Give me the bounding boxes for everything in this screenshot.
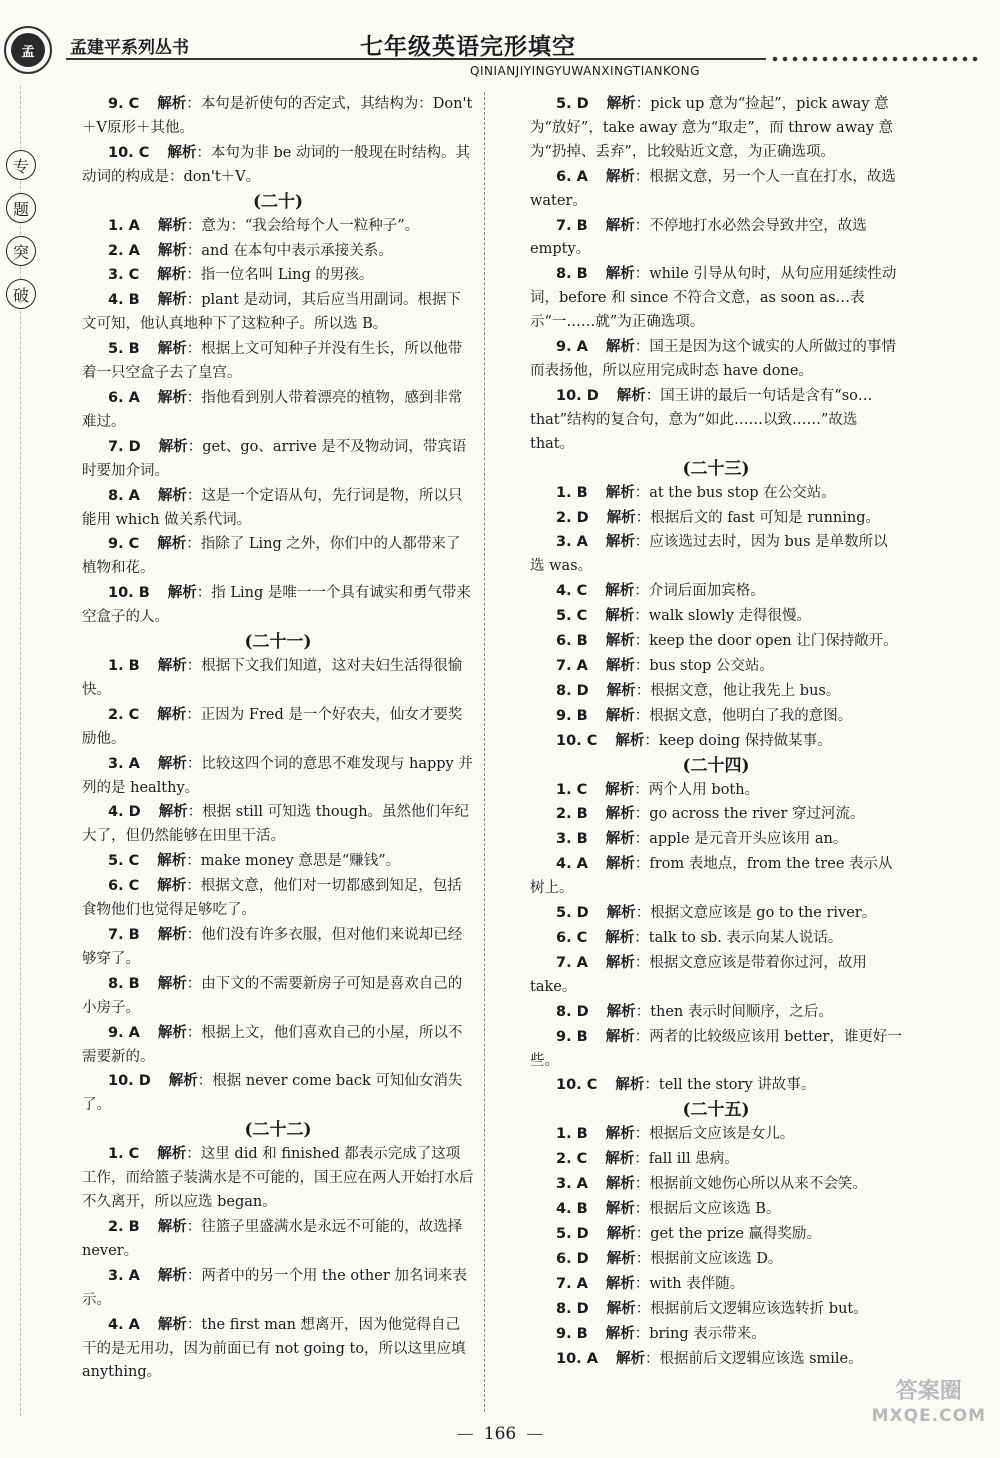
analysis-text: 根据下文我们知道，这对夫妇生活得很愉快。 xyxy=(82,658,463,698)
analysis-label: 解析 xyxy=(606,1224,636,1242)
analysis-text: 根据文意，他们对一切都感到知足，包括食物他们也觉得足够吃了。 xyxy=(82,878,462,919)
answer-number: 8. A xyxy=(108,487,140,504)
answer-entry: 3. A 解析：两者中的另一个用 the other 加名词来表示。 xyxy=(82,1266,467,1308)
page-header xyxy=(0,0,1000,92)
answer-number: 4. B xyxy=(108,292,140,309)
analysis-label: 解析 xyxy=(605,830,635,848)
answer-entry: 6. C 解析：根据文意，他们对一切都感到知足，包括食物他们也觉得足够吃了。 xyxy=(82,877,462,919)
analysis-text: 指他看到别人带着漂亮的植物，感到非常难过。 xyxy=(82,389,463,430)
analysis-text: 根据 never come back 可知仙女消失了。 xyxy=(82,1073,463,1114)
answer-entry: 9. C 解析：本句是祈使句的否定式，其结构为：Don't＋V原形＋其他。 xyxy=(82,95,473,136)
side-tab: 破 xyxy=(6,279,36,309)
analysis-text: keep the door open 让门保持敞开。 xyxy=(649,633,898,650)
analysis-label: 解析 xyxy=(606,95,636,112)
analysis-label: 解析 xyxy=(157,877,187,895)
analysis-label: 解析 xyxy=(605,780,635,798)
answer-number: 1. B xyxy=(108,658,140,675)
answer-entry: 5. D 解析：根据文意应该是 go to the river。 xyxy=(556,904,877,922)
answer-entry: 3. A 解析：应该选过去时，因为 bus 是单数所以选 was。 xyxy=(530,533,888,575)
analysis-text: 根据上文，他们喜欢自己的小屋，所以不需要新的。 xyxy=(82,1024,463,1065)
analysis-text: 指 Ling 是唯一一个具有诚实和勇气带来空盒子的人。 xyxy=(82,585,471,626)
analysis-label: 解析 xyxy=(157,535,187,553)
analysis-text: from 表地点，from the tree 表示从树上。 xyxy=(530,856,893,897)
answer-number: 5. D xyxy=(556,96,589,112)
answer-entry: 7. B 解析：他们没有许多衣服，但对他们来说却已经够穿了。 xyxy=(82,926,463,967)
analysis-text: 不停地打水必然会导致井空，故选 empty。 xyxy=(530,217,867,258)
analysis-label: 解析 xyxy=(157,705,187,723)
analysis-label: 解析 xyxy=(157,216,187,234)
answer-entry: 6. C 解析：talk to sb. 表示向某人说话。 xyxy=(556,929,843,946)
answer-entry: 8. A 解析：这是一个定语从句，先行词是物，所以只能用 which 做关系代词。 xyxy=(82,486,463,528)
analysis-label: 解析 xyxy=(157,974,187,992)
analysis-label: 解析 xyxy=(157,95,187,112)
analysis-text: go across the river 穿过河流。 xyxy=(649,806,865,823)
analysis-label: 解析 xyxy=(606,1002,636,1020)
analysis-text: 根据后文的 fast 可知是 running。 xyxy=(650,509,880,526)
analysis-text: 他们没有许多衣服，但对他们来说却已经够穿了。 xyxy=(82,927,463,967)
analysis-text: 根据文意，另一个人一直在打水，故选 water。 xyxy=(530,168,896,209)
analysis-label: 解析 xyxy=(605,1175,635,1193)
answer-number: 2. C xyxy=(556,1151,588,1168)
header-dotted-rule xyxy=(770,56,980,62)
answer-number: 10. B xyxy=(108,585,150,602)
answer-entry: 10. B 解析：指 Ling 是唯一一个具有诚实和勇气带来空盒子的人。 xyxy=(82,584,471,626)
analysis-text: 指除了 Ling 之外，你们中的人都带来了植物和花。 xyxy=(82,536,461,577)
answer-entry: 1. C 解析：两个人用 both。 xyxy=(556,780,760,798)
analysis-text: talk to sb. 表示向某人说话。 xyxy=(648,930,843,946)
side-tabs xyxy=(6,150,36,322)
analysis-label: 解析 xyxy=(157,1315,187,1333)
logo-mark: 孟 xyxy=(11,33,45,67)
answer-entry: 3. B 解析：apple 是元音开头应该用 an。 xyxy=(556,830,848,848)
answer-number: 7. A xyxy=(556,657,588,674)
answer-entry: 7. A 解析：根据文意应该是带着你过河，故用 take。 xyxy=(530,953,867,995)
answer-number: 6. A xyxy=(556,168,588,185)
analysis-label: 解析 xyxy=(605,953,635,971)
answer-number: 2. C xyxy=(108,706,140,723)
watermark-title: 答案圈 xyxy=(895,1379,962,1404)
analysis-text: 根据 still 可知选 though。虽然他们年纪大了，但仍然能够在田里干活。 xyxy=(82,804,470,845)
answer-number: 8. B xyxy=(556,266,588,283)
answer-number: 4. B xyxy=(556,1201,588,1218)
answer-entry: 9. C 解析：指除了 Ling 之外，你们中的人都带来了植物和花。 xyxy=(82,535,461,577)
analysis-label: 解析 xyxy=(157,266,187,284)
answer-number: 8. B xyxy=(108,975,140,992)
answer-entry: 5. D 解析：get the prize 赢得奖励。 xyxy=(556,1224,822,1242)
answer-entry: 6. D 解析：根据前文应该选 D。 xyxy=(556,1249,783,1267)
answer-number: 9. C xyxy=(108,96,140,112)
section-title: (二十五) xyxy=(682,1100,750,1121)
answer-entry: 9. A 解析：根据上文，他们喜欢自己的小屋，所以不需要新的。 xyxy=(82,1023,463,1065)
answer-number: 9. B xyxy=(556,1325,588,1342)
answer-number: 7. B xyxy=(556,217,588,234)
analysis-label: 解析 xyxy=(157,657,187,675)
answer-entry: 4. D 解析：根据 still 可知选 though。虽然他们年纪大了，但仍然能够在田里干活。 xyxy=(82,803,470,845)
analysis-text: get the prize 赢得奖励。 xyxy=(650,1225,822,1242)
analysis-text: bus stop 公交站。 xyxy=(649,657,774,674)
answer-entry: 9. B 解析：两者的比较级应该用 better，谁更好一些。 xyxy=(530,1027,902,1069)
analysis-label: 解析 xyxy=(605,656,635,674)
answer-number: 5. D xyxy=(556,1225,589,1242)
answer-number: 9. B xyxy=(556,707,588,724)
analysis-text: 根据上文可知种子并没有生长，所以他带着一只空盒子去了皇宫。 xyxy=(82,341,463,382)
book-title: 七年级英语完形填空 xyxy=(360,33,576,60)
watermark xyxy=(872,1380,986,1428)
answer-entry: 4. B 解析：plant 是动词，其后应当用副词。根据下文可知，他认真地种下了这粒种子。所以选 B。 xyxy=(82,291,462,333)
series-name: 孟建平系列丛书 xyxy=(70,38,189,58)
analysis-text: 由下文的不需要新房子可知是喜欢自己的小房子。 xyxy=(82,975,463,1016)
answer-number: 9. C xyxy=(108,536,140,553)
answer-number: 7. A xyxy=(556,954,588,971)
analysis-text: 比较这四个词的意思不难发现与 happy 并列的是 healthy。 xyxy=(82,755,473,796)
analysis-text: then 表示时间顺序，之后。 xyxy=(650,1003,833,1020)
answer-number: 1. C xyxy=(108,1146,140,1163)
analysis-label: 解析 xyxy=(157,1145,187,1163)
analysis-label: 解析 xyxy=(157,388,187,406)
column-divider xyxy=(484,92,485,1412)
side-tab: 突 xyxy=(6,236,36,266)
analysis-label: 解析 xyxy=(606,508,636,526)
answer-number: 5. D xyxy=(556,905,589,922)
analysis-label: 解析 xyxy=(605,607,635,625)
answer-number: 3. A xyxy=(108,755,140,772)
answer-entry: 9. A 解析：国王是因为这个诚实的人所做过的事情而表扬他，所以应用完成时态 have done。 xyxy=(530,338,896,379)
analysis-label: 解析 xyxy=(615,1076,645,1094)
section-title: (二十一) xyxy=(244,632,312,653)
section-title: (二十三) xyxy=(682,458,750,479)
analysis-text: 正因为 Fred 是一个好农夫，仙女才要奖励他。 xyxy=(82,706,463,747)
book-title-pinyin: QINIANJIYINGYUWANXINGTIANKONG xyxy=(470,64,700,78)
analysis-text: with 表伴随。 xyxy=(649,1275,745,1292)
analysis-text: pick up 意为“捡起”，pick away 意为“放好”，take away 意为“取走”，而 throw away 意为“扔掉、丢弃”，比较贴近文意，为正确选项。 xyxy=(530,96,894,160)
answer-number: 7. D xyxy=(108,438,141,455)
answer-entry: 6. A 解析：根据文意，另一个人一直在打水，故选 water。 xyxy=(530,167,896,209)
answer-entry: 9. B 解析：根据文意，他明白了我的意图。 xyxy=(556,706,853,724)
analysis-text: 应该选过去时，因为 bus 是单数所以选 was。 xyxy=(530,534,888,575)
answer-entry: 10. D 解析：根据 never come back 可知仙女消失了。 xyxy=(82,1072,463,1114)
analysis-label: 解析 xyxy=(606,1299,636,1317)
answer-entry: 5. B 解析：根据上文可知种子并没有生长，所以他带着一只空盒子去了皇宫。 xyxy=(82,340,463,382)
answer-entry: 4. A 解析：the first man 想离开，因为他觉得自己干的是无用功，因为前面已有 not going to，所以这里应填 anything。 xyxy=(82,1315,466,1381)
answer-number: 4. A xyxy=(556,856,588,873)
side-tab: 题 xyxy=(6,193,36,223)
analysis-text: plant 是动词，其后应当用副词。根据下文可知，他认真地种下了这粒种子。所以选 B。 xyxy=(82,292,462,333)
answer-number: 6. B xyxy=(556,633,588,650)
analysis-label: 解析 xyxy=(168,1072,198,1090)
analysis-label: 解析 xyxy=(606,681,636,699)
analysis-text: and 在本句中表示承接关系。 xyxy=(201,242,393,259)
answer-entry: 1. B 解析：at the bus stop 在公交站。 xyxy=(556,483,836,501)
section-title: (二十二) xyxy=(244,1120,312,1141)
answer-entry: 10. C 解析：keep doing 保持做某事。 xyxy=(556,731,832,749)
answer-number: 1. A xyxy=(108,217,140,234)
analysis-label: 解析 xyxy=(605,167,635,185)
analysis-label: 解析 xyxy=(615,731,645,749)
answer-entry: 9. B 解析：bring 表示带来。 xyxy=(556,1324,766,1342)
answer-entry: 1. C 解析：这里 did 和 finished 都表示完成了这项工作，而给篮子装满水是不可能的，国王应在两人开始打水后不久离开，所以应选 began。 xyxy=(82,1145,474,1211)
analysis-label: 解析 xyxy=(157,1266,187,1284)
analysis-text: 这是一个定语从句，先行词是物，所以只能用 which 做关系代词。 xyxy=(82,487,463,528)
answer-number: 9. A xyxy=(556,339,588,356)
section-title: (二十四) xyxy=(682,755,750,776)
answer-number: 3. C xyxy=(108,267,140,284)
answer-number: 4. C xyxy=(556,583,588,600)
analysis-label: 解析 xyxy=(605,483,635,501)
watermark-url: MXQE.COM xyxy=(871,1406,986,1426)
answer-number: 1. B xyxy=(556,484,588,501)
answer-number: 2. B xyxy=(108,1218,140,1235)
analysis-text: bring 表示带来。 xyxy=(649,1325,766,1342)
answer-entry: 1. A 解析：意为：“我会给每个人一粒种子”。 xyxy=(108,216,420,234)
analysis-label: 解析 xyxy=(167,584,197,602)
answer-entry: 6. B 解析：keep the door open 让门保持敞开。 xyxy=(556,632,898,650)
left-column xyxy=(82,92,474,1385)
answer-number: 8. D xyxy=(556,1300,589,1317)
analysis-label: 解析 xyxy=(158,437,188,455)
analysis-text: 根据后文应该是女儿。 xyxy=(649,1126,795,1143)
analysis-label: 解析 xyxy=(605,929,635,946)
analysis-label: 解析 xyxy=(605,533,635,551)
answer-number: 10. D xyxy=(108,1073,151,1090)
answer-number: 10. A xyxy=(556,1350,598,1367)
right-column xyxy=(530,92,902,1371)
section-title: (二十) xyxy=(252,191,304,212)
analysis-text: 根据前后文逻辑应该选 smile。 xyxy=(659,1350,863,1367)
answer-number: 1. B xyxy=(556,1126,588,1143)
analysis-text: 介词后面加宾格。 xyxy=(648,583,765,600)
analysis-label: 解析 xyxy=(158,803,188,821)
answer-entry: 4. B 解析：根据后文应该选 B。 xyxy=(556,1200,781,1218)
page-number: 166 xyxy=(483,1424,517,1444)
analysis-label: 解析 xyxy=(605,1150,635,1168)
answer-entry: 10. A 解析：根据前后文逻辑应该选 smile。 xyxy=(556,1349,863,1367)
answer-entry: 10. C 解析：本句为非 be 动词的一般现在时结构。其动词的构成是：don't＋V。 xyxy=(82,143,470,185)
answer-number: 9. A xyxy=(108,1024,140,1041)
analysis-label: 解析 xyxy=(157,291,187,309)
analysis-text: 根据文意，他让我先上 bus。 xyxy=(650,682,841,699)
answer-number: 2. B xyxy=(556,806,588,823)
page-footer: — 166 — xyxy=(456,1424,544,1444)
answer-number: 3. A xyxy=(556,1176,588,1193)
analysis-text: at the bus stop 在公交站。 xyxy=(649,484,836,501)
answer-number: 4. D xyxy=(108,804,141,821)
answer-entry: 3. C 解析：指一位名叫 Ling 的男孩。 xyxy=(108,266,374,284)
answer-number: 9. B xyxy=(556,1028,588,1045)
analysis-label: 解析 xyxy=(606,904,636,922)
analysis-label: 解析 xyxy=(605,1125,635,1143)
answer-number: 3. A xyxy=(556,534,588,551)
analysis-text: the first man 想离开，因为他觉得自己干的是无用功，因为前面已有 not going to，所以这里应填 anything。 xyxy=(82,1316,466,1381)
answer-entry: 2. D 解析：根据后文的 fast 可知是 running。 xyxy=(556,508,880,526)
answer-entry: 2. B 解析：往篮子里盛满水是永远不可能的，故选择 never。 xyxy=(82,1217,463,1259)
answer-entry: 8. B 解析：while 引导从句时，从句应用延续性动词，before 和 since 不符合文意，as soon as…表示“一……就”为正确选项。 xyxy=(530,265,897,331)
analysis-text: 根据后文应该选 B。 xyxy=(649,1201,781,1218)
publisher-logo xyxy=(4,26,52,74)
analysis-label: 解析 xyxy=(157,754,187,772)
analysis-text: get、go、arrive 是不及物动词，带宾语时要加介词。 xyxy=(82,438,467,479)
answer-number: 4. A xyxy=(108,1316,140,1333)
answer-entry: 6. A 解析：指他看到别人带着漂亮的植物，感到非常难过。 xyxy=(82,388,463,430)
analysis-text: walk slowly 走得很慢。 xyxy=(648,608,812,625)
analysis-text: 根据文意，他明白了我的意图。 xyxy=(649,707,853,724)
analysis-label: 解析 xyxy=(605,1324,635,1342)
analysis-text: 两个人用 both。 xyxy=(648,781,760,798)
answer-number: 5. B xyxy=(108,341,140,358)
analysis-label: 解析 xyxy=(605,338,635,356)
answer-entry: 4. C 解析：介词后面加宾格。 xyxy=(556,582,765,600)
answer-entry: 1. B 解析：根据下文我们知道，这对夫妇生活得很愉快。 xyxy=(82,657,463,698)
analysis-label: 解析 xyxy=(605,805,635,823)
analysis-text: 往篮子里盛满水是永远不可能的，故选择 never。 xyxy=(82,1218,463,1259)
analysis-text: 根据前文应该选 D。 xyxy=(650,1250,783,1267)
analysis-label: 解析 xyxy=(605,1027,635,1045)
analysis-text: 本句是祈使句的否定式，其结构为：Don't＋V原形＋其他。 xyxy=(82,96,473,136)
answer-entry: 8. B 解析：由下文的不需要新房子可知是喜欢自己的小房子。 xyxy=(82,974,463,1016)
answer-entry: 5. D 解析：pick up 意为“捡起”，pick away 意为“放好”，take away 意为“取走”，而 throw away 意为“扔掉、丢弃”，比较贴近文意，为正确选项。 xyxy=(530,95,894,160)
answer-number: 8. D xyxy=(556,1003,589,1020)
analysis-label: 解析 xyxy=(605,1274,635,1292)
answer-entry: 2. A 解析：and 在本句中表示承接关系。 xyxy=(108,241,393,259)
analysis-text: keep doing 保持做某事。 xyxy=(658,732,832,749)
analysis-text: 根据文意应该是 go to the river。 xyxy=(650,905,877,922)
answer-number: 10. D xyxy=(556,387,599,404)
analysis-label: 解析 xyxy=(605,216,635,234)
analysis-label: 解析 xyxy=(157,340,187,358)
answer-number: 6. D xyxy=(556,1250,589,1267)
answer-entry: 7. A 解析：bus stop 公交站。 xyxy=(556,656,774,674)
answer-entry: 10. C 解析：tell the story 讲故事。 xyxy=(556,1076,816,1094)
answer-entry: 3. A 解析：比较这四个词的意思不难发现与 happy 并列的是 healthy。 xyxy=(82,754,473,796)
answer-number: 8. D xyxy=(556,682,589,699)
answer-number: 10. C xyxy=(556,732,598,749)
analysis-label: 解析 xyxy=(605,1200,635,1218)
analysis-label: 解析 xyxy=(157,926,187,943)
analysis-label: 解析 xyxy=(157,1217,187,1235)
answer-entry: 2. C 解析：fall ill 患病。 xyxy=(556,1150,739,1168)
analysis-label: 解析 xyxy=(157,486,187,504)
answer-entry: 2. B 解析：go across the river 穿过河流。 xyxy=(556,805,865,823)
analysis-text: tell the story 讲故事。 xyxy=(658,1077,816,1094)
analysis-text: 本句为非 be 动词的一般现在时结构。其动词的构成是：don't＋V。 xyxy=(82,144,470,185)
analysis-text: 两者的比较级应该用 better，谁更好一些。 xyxy=(530,1028,902,1069)
analysis-text: 国王是因为这个诚实的人所做过的事情而表扬他，所以应用完成时态 have done。 xyxy=(530,339,896,379)
analysis-text: apple 是元音开头应该用 an。 xyxy=(649,831,848,848)
answer-entry: 7. D 解析：get、go、arrive 是不及物动词，带宾语时要加介词。 xyxy=(82,437,467,479)
analysis-text: fall ill 患病。 xyxy=(648,1151,739,1168)
answer-number: 5. C xyxy=(556,608,588,625)
analysis-label: 解析 xyxy=(605,855,635,873)
answer-number: 6. C xyxy=(556,930,588,946)
analysis-label: 解析 xyxy=(606,1249,636,1267)
analysis-label: 解析 xyxy=(167,143,197,161)
analysis-label: 解析 xyxy=(615,1349,645,1367)
analysis-label: 解析 xyxy=(157,852,187,870)
answer-number: 3. A xyxy=(108,1267,140,1284)
analysis-label: 解析 xyxy=(157,241,187,259)
answer-entry: 4. A 解析：from 表地点，from the tree 表示从树上。 xyxy=(530,855,893,897)
answer-number: 5. C xyxy=(108,853,140,870)
answer-number: 2. D xyxy=(556,509,589,526)
analysis-label: 解析 xyxy=(157,1023,187,1041)
analysis-label: 解析 xyxy=(605,582,635,600)
analysis-label: 解析 xyxy=(616,386,646,404)
answer-number: 7. B xyxy=(108,927,140,943)
analysis-text: while 引导从句时，从句应用延续性动词，before 和 since 不符合文意，as soon as…表示“一……就”为正确选项。 xyxy=(530,266,897,331)
answer-entry: 7. B 解析：不停地打水必然会导致井空，故选 empty。 xyxy=(530,216,867,258)
answer-entry: 3. A 解析：根据前文她伤心所以从来不会笑。 xyxy=(556,1175,867,1193)
answer-entry: 7. A 解析：with 表伴随。 xyxy=(556,1274,745,1292)
analysis-text: 根据前文她伤心所以从来不会笑。 xyxy=(649,1176,867,1193)
answer-number: 10. C xyxy=(108,144,150,161)
answer-number: 7. A xyxy=(556,1275,588,1292)
answer-number: 2. A xyxy=(108,242,140,259)
analysis-text: 国王讲的最后一句话是含有“so… that”结构的复合句，意为“如此……以致……”故选 that。 xyxy=(530,387,873,452)
answer-entry: 5. C 解析：make money 意思是“赚钱”。 xyxy=(108,852,401,870)
answer-entry: 5. C 解析：walk slowly 走得很慢。 xyxy=(556,607,812,625)
answer-number: 10. C xyxy=(556,1077,598,1094)
answer-entry: 2. C 解析：正因为 Fred 是一个好农夫，仙女才要奖励他。 xyxy=(82,705,463,747)
analysis-label: 解析 xyxy=(605,265,635,283)
answer-entry: 8. D 解析：根据前后文逻辑应该选转折 but。 xyxy=(556,1299,868,1317)
answer-entry: 10. D 解析：国王讲的最后一句话是含有“so… that”结构的复合句，意为“如此……以致……”故选 that。 xyxy=(530,386,873,452)
analysis-text: 根据前后文逻辑应该选转折 but。 xyxy=(650,1300,868,1317)
answer-number: 3. B xyxy=(556,831,588,848)
analysis-text: 这里 did 和 finished 都表示完成了这项工作，而给篮子装满水是不可能的，国王应在两人开始打水后不久离开，所以应选 began。 xyxy=(82,1146,474,1211)
analysis-text: 意为：“我会给每个人一粒种子”。 xyxy=(201,217,420,234)
analysis-label: 解析 xyxy=(605,632,635,650)
answer-number: 1. C xyxy=(556,781,588,798)
analysis-text: make money 意思是“赚钱”。 xyxy=(200,853,401,870)
analysis-text: 两者中的另一个用 the other 加名词来表示。 xyxy=(82,1267,467,1308)
answer-entry: 1. B 解析：根据后文应该是女儿。 xyxy=(556,1125,795,1143)
answer-entry: 8. D 解析：then 表示时间顺序，之后。 xyxy=(556,1002,833,1020)
analysis-text: 指一位名叫 Ling 的男孩。 xyxy=(200,267,374,284)
side-tab: 专 xyxy=(6,150,36,180)
answer-number: 6. A xyxy=(108,389,140,406)
answer-entry: 8. D 解析：根据文意，他让我先上 bus。 xyxy=(556,681,841,699)
analysis-text: 根据文意应该是带着你过河，故用 take。 xyxy=(530,954,867,995)
answer-number: 6. C xyxy=(108,878,140,895)
analysis-label: 解析 xyxy=(605,706,635,724)
